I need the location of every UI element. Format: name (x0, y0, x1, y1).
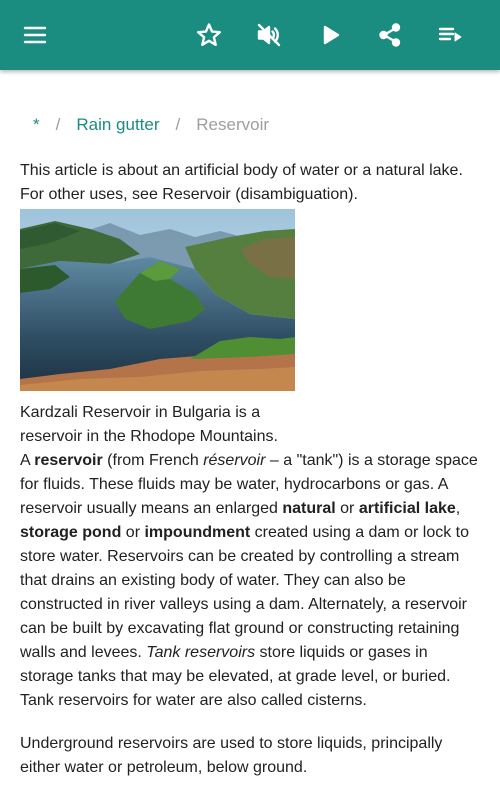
italic-term-reservoir-french: réservoir (203, 452, 266, 469)
image-caption: Kardzali Reservoir in Bulgaria is a reservoir in the Rhodope Mountains. (20, 404, 278, 445)
app-toolbar (0, 0, 500, 70)
bold-term-impoundment: impoundment (144, 524, 251, 541)
text-run: or (335, 500, 359, 517)
menu-button[interactable] (11, 11, 59, 59)
play-button[interactable] (306, 11, 354, 59)
hamburger-menu-icon (22, 22, 48, 48)
mute-button[interactable] (245, 11, 293, 59)
playlist-icon (437, 22, 463, 48)
text-run: A (20, 452, 35, 469)
share-button[interactable] (366, 11, 414, 59)
bold-term-artificial-lake: artificial lake (358, 500, 456, 517)
volume-off-icon (256, 22, 282, 48)
text-run: (from French (102, 452, 204, 469)
play-icon (317, 22, 343, 48)
text-run: created using a dam or lock to store water. Reservoirs can be created by controlling a stream that drains an existing body of water. They can also be constructed in river valleys using a dam. Alternately, a reservoir can be built by excavating flat ground or constructing retaining walls and levees. (20, 524, 470, 661)
article-content (20, 159, 482, 780)
article-hatnote: This article is about an artificial body of water or a natural lake. For other uses, see Reservoir (disambiguation). (20, 162, 463, 203)
article-paragraph-2: Underground reservoirs are used to store liquids, principally either water or petroleum, below ground. (20, 735, 443, 776)
star-outline-icon (196, 22, 222, 48)
breadcrumb (33, 113, 269, 137)
breadcrumb-root-link[interactable]: * (33, 115, 40, 134)
playlist-button[interactable] (426, 11, 474, 59)
text-run: , (455, 500, 461, 517)
bold-term-natural: natural (282, 500, 336, 517)
favorite-button[interactable] (185, 11, 233, 59)
reservoir-landscape-image (20, 209, 295, 391)
breadcrumb-current: Reservoir (196, 115, 270, 134)
italic-term-tank-reservoirs: Tank reservoirs (146, 644, 256, 661)
text-run: – a "tank") is a storage space for fluids. These fluids may be water, hydrocarbons or gas. A reservoir usually means an enlarged (20, 452, 478, 517)
article-image[interactable] (20, 209, 295, 391)
share-icon (377, 22, 403, 48)
text-run: store liquids or gases in storage tanks that may be elevated, at grade level, or buried. Tank reservoirs for water are also called cisterns. (20, 644, 451, 709)
breadcrumb-parent-link[interactable]: Rain gutter (76, 115, 160, 134)
breadcrumb-separator: / (55, 115, 61, 134)
text-run: or (121, 524, 145, 541)
bold-term-reservoir: reservoir (34, 452, 103, 469)
breadcrumb-separator: / (175, 115, 181, 134)
article-paragraph-1 (20, 449, 482, 713)
bold-term-storage-pond: storage pond (20, 524, 122, 541)
